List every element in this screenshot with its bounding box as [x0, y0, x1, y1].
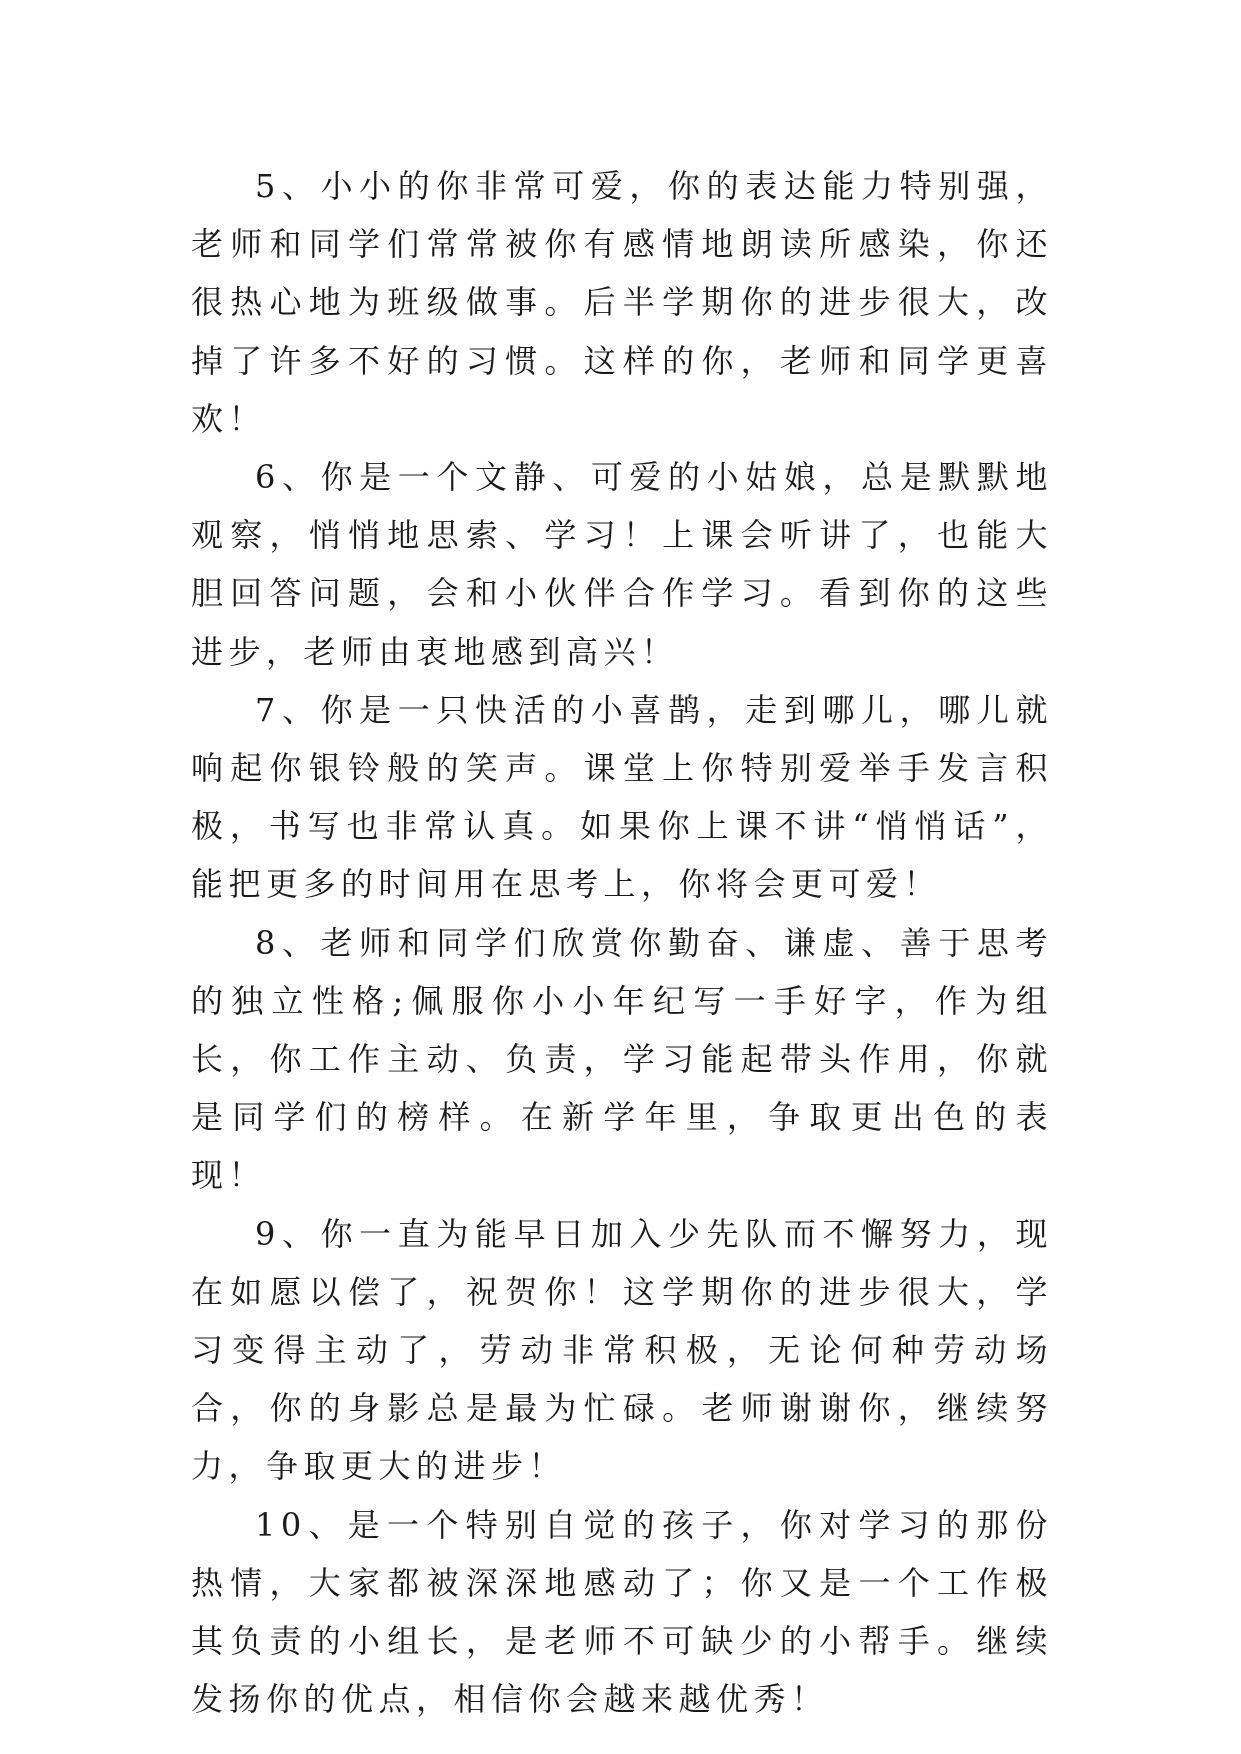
paragraph-comment-7: 7、你是一只快活的小喜鹊，走到哪儿，哪儿就响起你银铃般的笑声。课堂上你特别爱举手发言积极，书写也非常认真。如果你上课不讲“悄悄话”，能把更多的时间用在思考上，你将会更可爱！	[191, 690, 1053, 904]
paragraph-comment-5: 5、小小的你非常可爱，你的表达能力特别强，老师和同学们常常被你有感情地朗读所感染，你还很热心地为班级做事。后半学期你的进步很大，改掉了许多不好的习惯。这样的你，老师和同学更喜欢！	[191, 167, 1053, 438]
paragraph-comment-10: 10、是一个特别自觉的孩子，你对学习的那份热情，大家都被深深地感动了；你又是一个工作极其负责的小组长，是老师不可缺少的小帮手。继续发扬你的优点，相信你会越来越优秀！	[191, 1505, 1053, 1719]
document-body	[191, 157, 1053, 1728]
paragraph-comment-9: 9、你一直为能早日加入少先队而不懈努力，现在如愿以偿了，祝贺你！这学期你的进步很大，学习变得主动了，劳动非常积极，无论何种劳动场合，你的身影总是最为忙碌。老师谢谢你，继续努力，争取更大的进步！	[191, 1214, 1053, 1486]
paragraph-comment-8: 8、老师和同学们欣赏你勤奋、谦虚、善于思考的独立性格;佩服你小小年纪写一手好字，作为组长，你工作主动、负责，学习能起带头作用，你就是同学们的榜样。在新学年里，争取更出色的表现！	[191, 923, 1053, 1195]
paragraph-comment-6: 6、你是一个文静、可爱的小姑娘，总是默默地观察，悄悄地思索、学习！上课会听讲了，也能大胆回答问题，会和小伙伴合作学习。看到你的这些进步，老师由衷地感到高兴！	[191, 458, 1053, 671]
